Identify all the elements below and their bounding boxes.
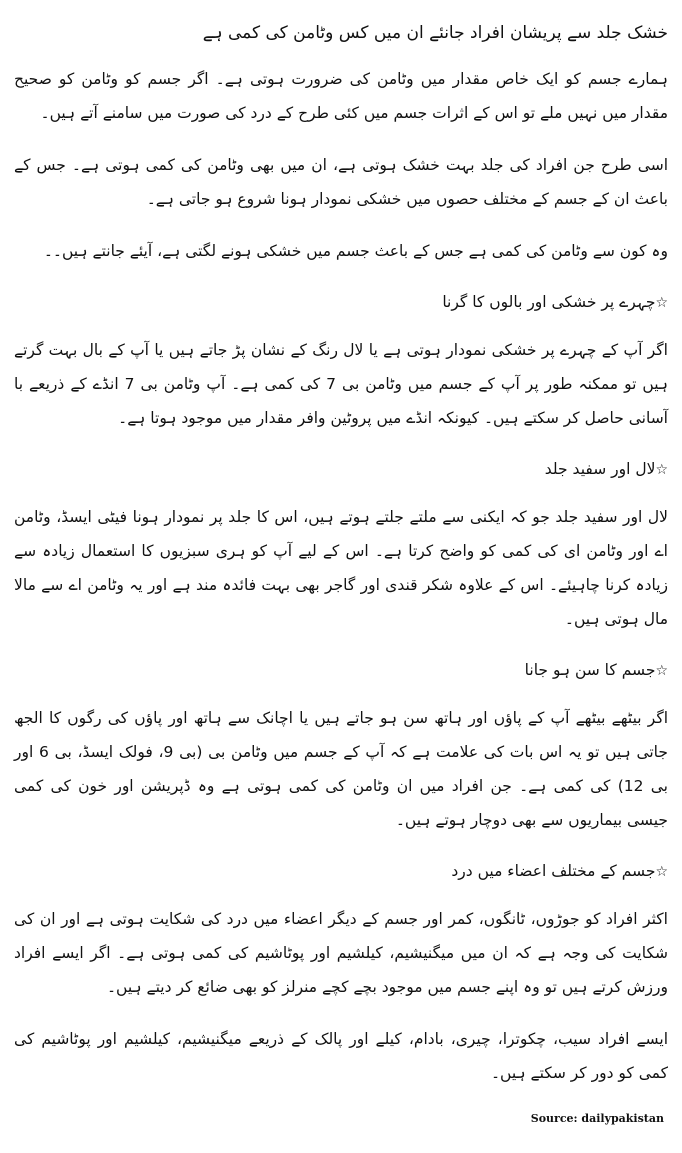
section-heading — [14, 453, 668, 486]
section-paragraph: اکثر افراد کو جوڑوں، ٹانگوں، کمر اور جسم کے دیگر اعضاء میں درد کی شکایت ہوتی ہے اور ان کی شکایت کی وجہ ہے کہ ان میں میگنیشیم، کیلشیم اور پوٹاشیم کی کمی ہوتی ہے۔ اگر ایسے افراد ورزش کرتے ہیں تو وہ اپنے جسم میں موجود بچے کچے منرلز کو بھی ضائع کر دیتے ہیں۔ — [14, 910, 668, 996]
section-heading-text: لال اور سفید جلد — [544, 460, 656, 478]
section-paragraph: لال اور سفید جلد جو کہ ایکنی سے ملتے جلتے ہوتے ہیں، اس کا جلد پر نمودار ہونا فیٹی ایسڈ، وٹامن اے اور وٹامن ای کی کمی کو واضح کرتا ہے۔ اس کے لیے آپ کو ہری سبزیوں کا استعمال زیادہ سے زیادہ کرنا چاہیئے۔ اس کے علاوہ شکر قندی اور گاجر بھی بہت فائدہ مند ہے اور یہ وٹامن اے سے مالا مال ہوتی ہیں۔ — [14, 508, 668, 628]
intro-paragraph: ہمارے جسم کو ایک خاص مقدار میں وٹامن کی ضرورت ہوتی ہے۔ اگر جسم کو وٹامن کو صحیح مقدار میں نہیں ملے تو اس کے اثرات جسم میں کئی طرح کے درد کی صورت میں سامنے آتے ہیں۔ — [14, 70, 668, 122]
source-credit: Source: dailypakistan — [530, 1112, 664, 1125]
star-icon: ☆ — [655, 295, 668, 311]
star-icon: ☆ — [655, 663, 668, 679]
star-icon: ☆ — [655, 462, 668, 478]
star-icon: ☆ — [655, 864, 668, 880]
intro-paragraph: وہ کون سے وٹامن کی کمی ہے جس کے باعث جسم میں خشکی ہونے لگتی ہے، آیئے جانتے ہیں۔۔ — [43, 242, 668, 260]
section-paragraph: ایسے افراد سیب، چکوترا، چیری، بادام، کیلے اور پالک کے ذریعے میگنیشیم، کیلشیم اور پوٹاشیم کی کمی کو دور کر سکتے ہیں۔ — [14, 1030, 668, 1082]
section-heading — [14, 654, 668, 687]
section-heading — [14, 286, 668, 319]
article-title: خشک جلد سے پریشان افراد جانئے ان میں کس وٹامن کی کمی ہے — [202, 23, 668, 43]
intro-paragraph: اسی طرح جن افراد کی جلد بہت خشک ہوتی ہے، ان میں بھی وٹامن کی کمی ہوتی ہے۔ جس کے باعث ان کے جسم کے مختلف حصوں میں خشکی نمودار ہونا شروع ہو جاتی ہے۔ — [14, 156, 668, 208]
section-paragraph: اگر بیٹھے بیٹھے آپ کے پاؤں اور ہاتھ سن ہو جاتے ہیں یا اچانک سے ہاتھ اور پاؤں کی رگوں کا الجھ جاتی ہیں تو یہ اس بات کی علامت ہے کہ آپ کے جسم میں وٹامن بی (بی 9، فولک ایسڈ، بی 6 اور بی 12) کی کمی ہے۔ جن افراد میں ان وٹامن کی کمی ہوتی ہے وہ ڈپریشن اور خون کی کمی جیسی بیماریوں سے بھی دوچار ہوتے ہیں۔ — [14, 709, 668, 829]
section-heading — [14, 855, 668, 888]
article — [14, 0, 668, 1090]
section-heading-text: جسم کے مختلف اعضاء میں درد — [451, 862, 656, 880]
section-paragraph: اگر آپ کے چہرے پر خشکی نمودار ہوتی ہے یا لال رنگ کے نشان پڑ جاتے ہیں یا آپ کے بال بہت گرتے ہیں تو ممکنہ طور پر آپ کے جسم میں وٹامن بی 7 کی کمی ہے۔ آپ وٹامن بی 7 انڈے کے ذریعے با آسانی حاصل کر سکتے ہیں۔ کیونکہ انڈے میں پروٹین وافر مقدار میں موجود ہوتا ہے۔ — [14, 341, 668, 427]
section-heading-text: جسم کا سن ہو جانا — [524, 661, 656, 679]
section-heading-text: چہرے پر خشکی اور بالوں کا گرنا — [442, 293, 656, 311]
